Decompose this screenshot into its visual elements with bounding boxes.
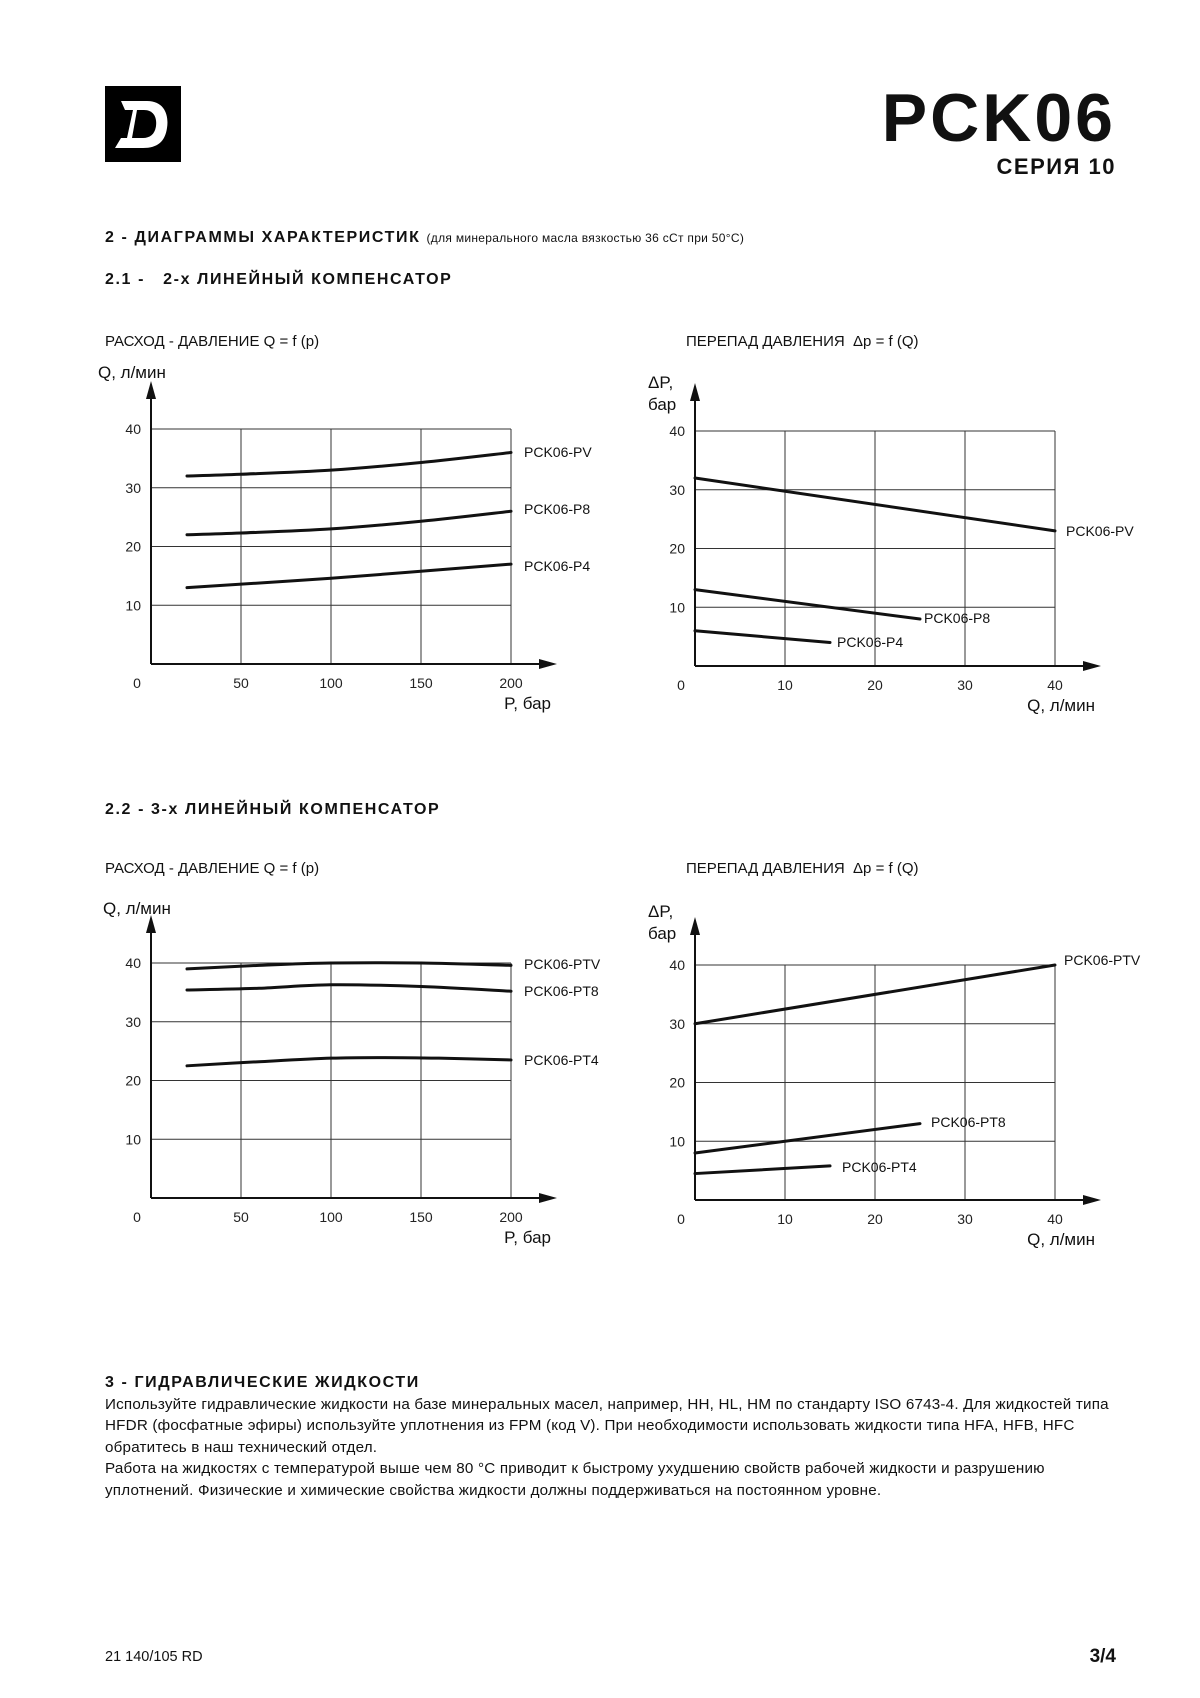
section-2-1-title: 2.1 - 2-х ЛИНЕЙНЫЙ КОМПЕНСАТОР [105,271,453,288]
series-label-pck06-ptv: PCK06-PTV [524,956,601,972]
y-axis-label: ΔP, [648,373,674,392]
chart-4-caption: ПЕРЕПАД ДАВЛЕНИЯ Δp = f (Q) [686,860,919,877]
x-tick-label: 200 [499,1209,523,1225]
y-axis-label: ΔP, [648,902,674,921]
x-tick-label: 0 [677,1211,685,1227]
y-tick-label: 20 [669,540,685,557]
y-axis-label: бар [648,924,677,943]
series-label-pck06-pt8: PCK06-PT8 [931,1114,1006,1130]
series-line-pck06-pt4 [695,1166,830,1174]
y-tick-label: 10 [669,1133,685,1150]
series-label-pck06-pt8: PCK06-PT8 [524,983,599,999]
x-tick-label: 100 [319,675,343,691]
x-tick-label: 0 [677,677,685,693]
x-axis-arrow-icon [1083,1195,1101,1205]
section-3-paragraph-1: Используйте гидравлические жидкости на базе минеральных масел, например, HH, HL, HM по стандарту ISO 6743-4. Для жидкостей типа HFDR (фосфатные эфиры) используйте уплотнения из FPM (код V). При необходимости использовать жидкости типа HFA, HFB, HFC обратитесь в наш технический отдел. [105,1396,1109,1456]
series-label-pck06-p4: PCK06-P4 [837,634,904,650]
x-axis-label: Q, л/мин [1027,696,1095,715]
x-tick-label: 150 [409,675,433,691]
section-2-subtitle: (для минерального масла вязкостью 36 сСт при 50°С) [426,231,745,245]
x-tick-label: 50 [233,675,249,691]
document-code: 21 140/105 RD [105,1649,203,1665]
y-tick-label: 20 [125,538,141,555]
y-tick-label: 40 [125,421,141,437]
y-tick-label: 30 [125,1013,141,1030]
x-tick-label: 0 [133,675,141,691]
series-label-pck06-pt4: PCK06-PT4 [842,1159,917,1175]
series-label-pck06-pv: PCK06-PV [1066,523,1134,539]
series-label-pck06-ptv: PCK06-PTV [1064,952,1141,968]
x-axis-label: P, бар [504,1228,551,1247]
series-label-pck06-p4: PCK06-P4 [524,558,591,574]
series-line-pck06-pt8 [695,1124,920,1153]
x-axis-label: Q, л/мин [1027,1230,1095,1249]
x-tick-label: 50 [233,1209,249,1225]
y-axis-label: Q, л/мин [103,899,171,918]
y-tick-label: 40 [669,423,685,439]
model-title: PCK06 [881,80,1116,156]
x-tick-label: 10 [777,677,793,693]
chart-2-caption: ПЕРЕПАД ДАВЛЕНИЯ Δp = f (Q) [686,333,919,350]
series-label-pck06-p8: PCK06-P8 [924,610,991,626]
section-2-2-title: 2.2 - 3-х ЛИНЕЙНЫЙ КОМПЕНСАТОР [105,801,441,818]
y-axis-arrow-icon [690,917,700,935]
chart-1-caption: РАСХОД - ДАВЛЕНИЕ Q = f (p) [105,333,320,350]
x-tick-label: 30 [957,1211,973,1227]
x-tick-label: 200 [499,675,523,691]
y-tick-label: 40 [125,955,141,971]
y-tick-label: 30 [125,479,141,496]
series-label-pck06-pv: PCK06-PV [524,444,592,460]
series-label-pck06-p8: PCK06-P8 [524,501,591,517]
x-axis-label: P, бар [504,694,551,713]
x-tick-label: 150 [409,1209,433,1225]
y-tick-label: 30 [669,1015,685,1032]
chart-3-caption: РАСХОД - ДАВЛЕНИЕ Q = f (p) [105,860,320,877]
page-number: 3/4 [1089,1646,1116,1667]
y-tick-label: 20 [125,1072,141,1089]
section-3-title: 3 - ГИДРАВЛИЧЕСКИЕ ЖИДКОСТИ [105,1374,420,1391]
x-tick-label: 40 [1047,1211,1063,1227]
x-tick-label: 20 [867,1211,883,1227]
y-tick-label: 10 [125,1131,141,1148]
y-tick-label: 20 [669,1074,685,1091]
y-axis-label: Q, л/мин [98,363,166,382]
section-3-body [105,1394,1115,1501]
y-tick-label: 10 [669,599,685,616]
x-tick-label: 40 [1047,677,1063,693]
y-axis-label: бар [648,395,677,414]
series-label-pck06-pt4: PCK06-PT4 [524,1052,599,1068]
x-tick-label: 10 [777,1211,793,1227]
y-tick-label: 40 [669,957,685,973]
series-label: СЕРИЯ 10 [996,154,1116,179]
section-3-paragraph-2: Работа на жидкостях с температурой выше чем 80 °С приводит к быстрому ухудшению свойств рабочей жидкости и разрушению уплотнений. Физические и химические свойства жидкости должны поддерживаться на постоянном уровне. [105,1460,1045,1499]
section-2-title: 2 - ДИАГРАММЫ ХАРАКТЕРИСТИК [105,229,421,246]
y-tick-label: 30 [669,481,685,498]
x-tick-label: 0 [133,1209,141,1225]
y-tick-label: 10 [125,597,141,614]
x-tick-label: 20 [867,677,883,693]
x-tick-label: 100 [319,1209,343,1225]
x-tick-label: 30 [957,677,973,693]
